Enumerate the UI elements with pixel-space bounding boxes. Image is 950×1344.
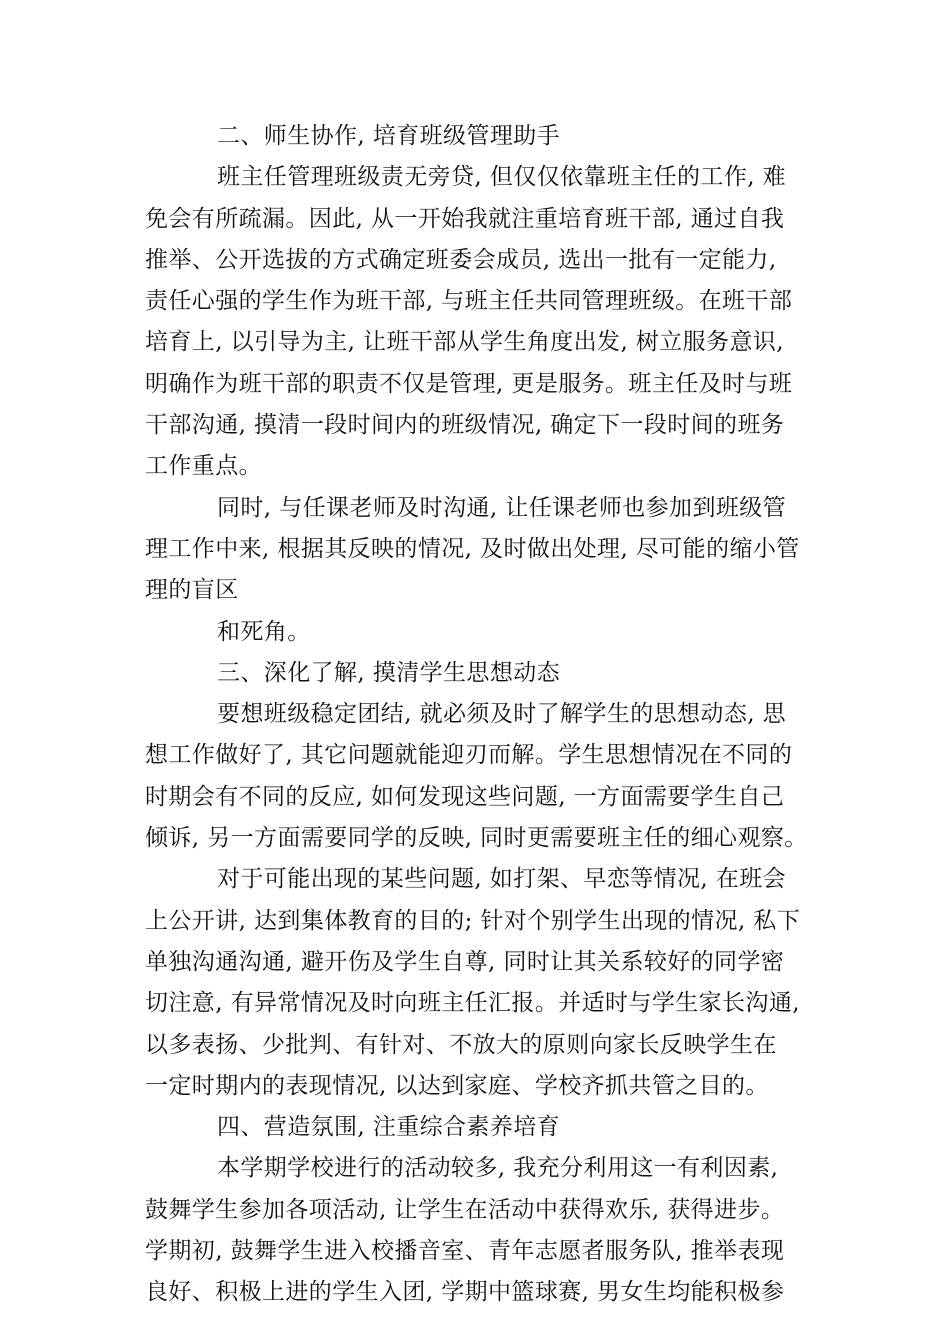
text-line: 班主任管理班级责无旁贷, 但仅仅依靠班主任的工作, 难 <box>217 164 787 191</box>
text-line: 和死角。 <box>217 618 311 645</box>
text-line: 要想班级稳定团结, 就必须及时了解学生的思想动态, 思 <box>217 701 787 728</box>
text-line: 时期会有不同的反应, 如何发现这些问题, 一方面需要学生自己 <box>145 783 785 810</box>
text-line: 以多表扬、少批判、有针对、不放大的原则向家长反映学生在 <box>145 1031 777 1058</box>
text-line: 责任心强的学生作为班干部, 与班主任共同管理班级。在班干部 <box>145 288 793 315</box>
text-line: 切注意, 有异常情况及时向班主任汇报。并适时与学生家长沟通, <box>145 990 800 1017</box>
text-line: 鼓舞学生参加各项活动, 让学生在活动中获得欢乐, 获得进步。 <box>145 1196 785 1223</box>
text-line: 单独沟通沟通, 避开伤及学生自尊, 同时让其关系较好的同学密 <box>145 948 785 975</box>
text-line: 同时, 与任课老师及时沟通, 让任课老师也参加到班级管 <box>217 494 787 521</box>
text-line: 学期初, 鼓舞学生进入校播音室、青年志愿者服务队, 推举表现 <box>145 1238 785 1265</box>
text-line: 二、师生协作, 培育班级管理助手 <box>217 123 561 149</box>
text-line: 想工作做好了, 其它问题就能迎刃而解。学生思想情况在不同的 <box>145 742 793 769</box>
text-line: 本学期学校进行的活动较多, 我充分利用这一有利因素, <box>217 1155 779 1182</box>
text-line: 理工作中来, 根据其反映的情况, 及时做出处理, 尽可能的缩小管 <box>145 535 800 562</box>
text-line: 一定时期内的表现情况, 以达到家庭、学校齐抓共管之目的。 <box>145 1072 769 1099</box>
text-line: 培育上, 以引导为主, 让班干部从学生角度出发, 树立服务意识, <box>145 329 784 356</box>
text-line: 良好、积极上进的学生入团, 学期中篮球赛, 男女生均能积极参 <box>145 1279 785 1306</box>
document-body <box>145 116 817 1314</box>
text-line: 推举、公开选拔的方式确定班委会成员, 选出一批有一定能力, <box>145 246 777 273</box>
text-line: 免会有所疏漏。因此, 从一开始我就注重培育班干部, 通过自我 <box>145 205 785 232</box>
text-line: 干部沟通, 摸清一段时间内的班级情况, 确定下一段时间的班务 <box>145 412 785 439</box>
text-line: 四、营造氛围, 注重综合素养培育 <box>217 1114 561 1141</box>
text-line: 三、深化了解, 摸清学生思想动态 <box>217 659 561 686</box>
text-line: 理的盲区 <box>145 577 239 604</box>
text-line: 明确作为班干部的职责不仅是管理, 更是服务。班主任及时与班 <box>145 370 793 397</box>
text-line: 上公开讲, 达到集体教育的目的; 针对个别学生出现的情况, 私下 <box>145 907 801 934</box>
text-line: 工作重点。 <box>145 453 262 480</box>
text-line: 对于可能出现的某些问题, 如打架、早恋等情况, 在班会 <box>217 866 787 893</box>
text-line: 倾诉, 另一方面需要同学的反映, 同时更需要班主任的细心观察。 <box>145 825 808 852</box>
